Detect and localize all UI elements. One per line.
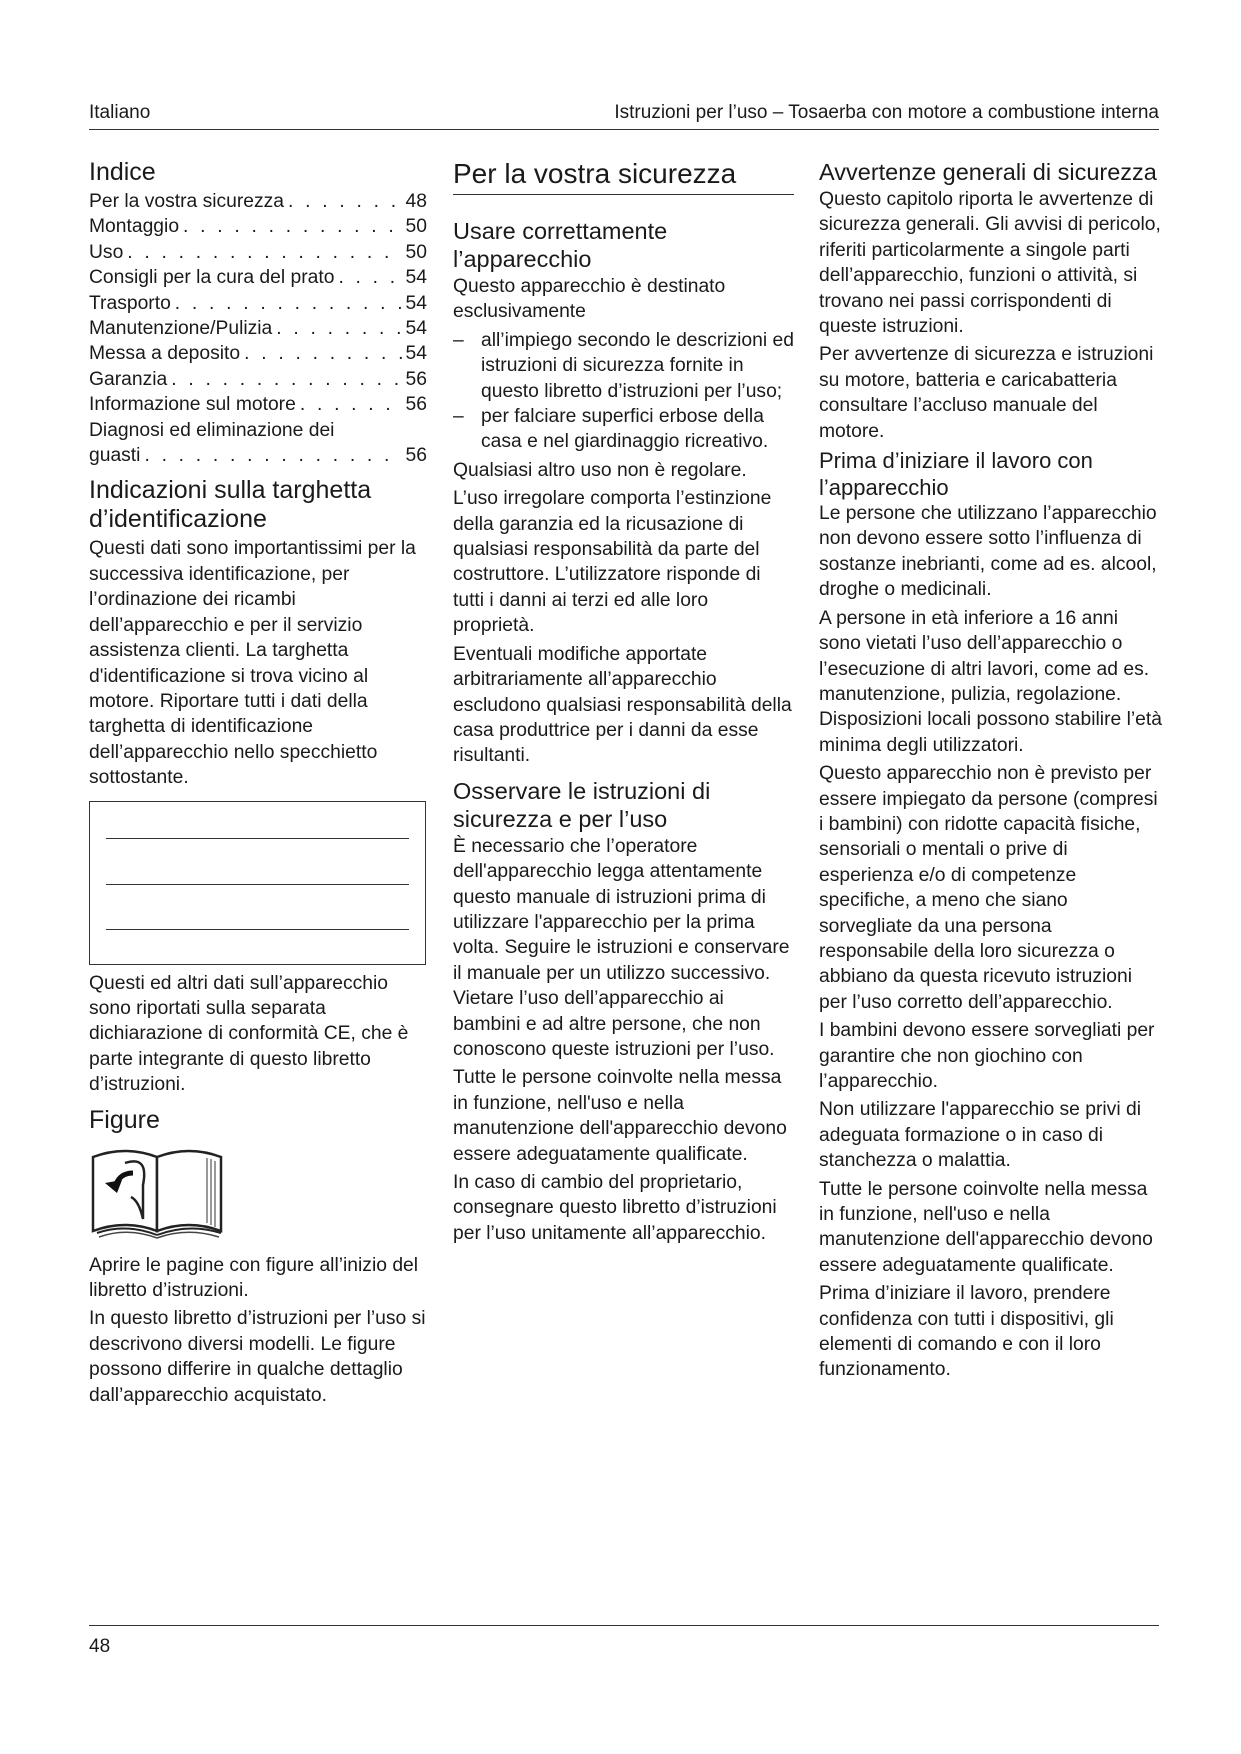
toc-entry-page: 54 xyxy=(405,267,427,289)
observe-paragraph-1: È necessario che l’operatore dell'apparecchio legga attentamente questo manuale di istruzioni prima di utilizzare l'apparecchio per la prima volta. Seguire le istruzioni e conservare il manuale per un utilizzo successivo. Vietare l’uso dell’apparecchio ai bambini e ad altre persone, che non conoscono queste istruzioni per l’uso. xyxy=(453,835,790,1060)
toc-entry[interactable] xyxy=(89,291,427,316)
toc-entry[interactable] xyxy=(89,367,427,392)
toc-leader-dots xyxy=(171,367,401,392)
fill-in-line xyxy=(106,929,409,930)
plate-after-text: Questi ed altri dati sull’apparecchio sono riportati sulla separata dichiarazione di conformità CE, che è parte integrante di questo libretto d’istruzioni. xyxy=(89,972,409,1096)
toc-entry-title: Consigli per la cura del prato xyxy=(89,267,335,289)
section-title: Per la vostra sicurezza xyxy=(453,158,794,195)
general-safety-heading: Avvertenze generali di sicurezza xyxy=(819,159,1157,185)
open-book-icon xyxy=(89,1143,229,1239)
general-paragraph-2: Per avvertenze di sicurezza e istruzioni su motore, batteria e caricabatteria consultare l’accluso manuale del motore. xyxy=(819,344,1154,442)
toc-leader-dots xyxy=(288,189,402,214)
toc-leader-dots xyxy=(276,316,401,341)
toc-leader-dots xyxy=(144,443,401,468)
toc-entry-title: Trasporto xyxy=(89,292,171,314)
toc-leader-dots xyxy=(300,392,402,417)
toc-entry-title: Diagnosi ed eliminazione dei xyxy=(89,419,335,441)
plate-heading: Indicazioni sulla targhetta d’identificazione xyxy=(89,476,372,534)
toc-entry[interactable] xyxy=(89,214,427,239)
toc-entry-page: 56 xyxy=(405,368,427,390)
page-number: 48 xyxy=(89,1636,111,1657)
observe-paragraph-2: Tutte le persone coinvolte nella messa in funzione, nell'uso e nella manutenzione dell'apparecchio devono essere adeguatamente qualificate. xyxy=(453,1067,787,1165)
toc-entry[interactable] xyxy=(89,392,427,417)
toc-entry-title: Messa a deposito xyxy=(89,343,241,365)
column-right xyxy=(819,150,1164,1386)
toc-entry-title: Montaggio xyxy=(89,216,180,238)
toc-entry-page: 56 xyxy=(405,394,427,416)
figure-heading: Figure xyxy=(89,1105,160,1134)
toc-entry-page: 54 xyxy=(405,318,427,340)
toc-entry[interactable] xyxy=(89,240,427,265)
observe-paragraph-3: In caso di cambio del proprietario, consegnare questo libretto d’istruzioni per l’uso unitamente all’apparecchio. xyxy=(453,1172,777,1244)
toc-entry-title: Per la vostra sicurezza xyxy=(89,191,285,212)
header-language: Italiano xyxy=(89,102,151,123)
column-left xyxy=(89,150,427,1411)
toc-entry-page: 54 xyxy=(405,292,427,314)
footer-divider xyxy=(89,1625,1159,1626)
use-paragraph-1: Qualsiasi altro uso non è regolare. xyxy=(453,459,747,481)
observe-heading: Osservare le istruzioni di sicurezza e per l’uso xyxy=(453,777,711,832)
toc-entry[interactable] xyxy=(89,265,427,290)
toc-entry-page: 50 xyxy=(405,241,427,263)
list-item: – all’impiego secondo le descrizioni ed istruzioni di sicurezza fornite in questo libretto d’istruzioni per l’uso; xyxy=(453,328,794,404)
fill-in-line xyxy=(106,884,409,885)
toc-entry-title: Garanzia xyxy=(89,368,168,390)
fill-in-line xyxy=(106,838,409,839)
use-heading: Usare correttamente l’apparecchio xyxy=(453,218,668,272)
toc-leader-dots xyxy=(127,240,401,265)
use-intro: Questo apparecchio è destinato esclusivamente xyxy=(453,276,726,323)
toc-leader-dots xyxy=(338,265,401,290)
table-of-contents xyxy=(89,189,427,468)
toc-entry[interactable] xyxy=(89,341,427,366)
list-item: – per falciare superfici erbose della casa e nel giardinaggio ricreativo. xyxy=(453,404,794,455)
figure-text-1: Aprire le pagine con figure all’inizio del libretto d’istruzioni. xyxy=(89,1254,419,1301)
toc-entry-multiline[interactable] xyxy=(89,418,427,469)
toc-entry-page: 54 xyxy=(405,343,427,365)
toc-leader-dots xyxy=(175,291,402,316)
figure-text-2: In questo libretto d’istruzioni per l’uso si descrivono diversi modelli. Le figure possono differire in qualche dettaglio dall’apparecchio acquistato. xyxy=(89,1308,426,1406)
toc-entry-title: Informazione sul motore xyxy=(89,394,296,416)
toc-entry[interactable] xyxy=(89,316,427,341)
before-paragraph-7: Prima d’iniziare il lavoro, prendere confidenza con tutti i dispositivi, gli elementi di comando e con il loro funzionamento. xyxy=(819,1283,1114,1381)
before-paragraph-5: Non utilizzare l'apparecchio se privi di adeguata formazione o in caso di stanchezza o malattia. xyxy=(819,1099,1141,1172)
toc-entry-page: 48 xyxy=(405,191,427,212)
before-paragraph-1: Le persone che utilizzano l’apparecchio non devono essere sotto l’influenza di sostanze inebrianti, come ad es. alcool, droghe o medicinali. xyxy=(819,503,1157,601)
toc-heading: Indice xyxy=(89,158,156,186)
toc-entry-title: Manutenzione/Pulizia xyxy=(89,318,273,340)
toc-entry-page: 50 xyxy=(405,216,427,238)
toc-leader-dots xyxy=(183,214,402,239)
use-bullet-list xyxy=(453,328,794,455)
identification-plate-box xyxy=(89,801,426,965)
toc-leader-dots xyxy=(244,341,401,366)
before-work-heading: Prima d’iniziare il lavoro con l’apparecchio xyxy=(819,448,1093,501)
header-title: Istruzioni per l’uso – Tosaerba con motore a combustione interna xyxy=(614,102,1159,123)
header-divider xyxy=(89,129,1159,130)
toc-entry-page: 56 xyxy=(405,445,427,467)
use-paragraph-3: Eventuali modifiche apportate arbitrariamente all’apparecchio escludono qualsiasi responsabilità della casa produttrice per i danni da esse risultanti. xyxy=(453,643,792,767)
before-paragraph-2: A persone in età inferiore a 16 anni sono vietati l’uso dell’apparecchio o l’esecuzione di altri lavori, come ad es. manutenzione, pulizia, regolazione. Disposizioni locali possono stabilire l’età minima degli utilizzatori. xyxy=(819,607,1162,756)
plate-text: Questi dati sono importantissimi per la successiva identificazione, per l’ordinazione dei ricambi dell’apparecchio e per il servizio assistenza clienti. La targhetta d'identificazione si trova vicino al motore. Riportare tutti i dati della targhetta di identificazione dell’apparecchio nello specchietto sottostante. xyxy=(89,538,416,789)
before-paragraph-6: Tutte le persone coinvolte nella messa in funzione, nell'uso e nella manutenzione dell'apparecchio devono essere adeguatamente qualificate. xyxy=(819,1178,1153,1276)
before-paragraph-4: I bambini devono essere sorvegliati per garantire che non giochino con l’apparecchio. xyxy=(819,1020,1155,1092)
before-paragraph-3: Questo apparecchio non è previsto per essere impiegato da persone (compresi i bambini) con ridotte capacità fisiche, sensoriali o mentali o prive di esperienza e/o di competenze specifiche, a meno che siano sorvegliate da una persona responsabile della loro sicurezza o abbiano da questa ricevuto istruzioni per l’uso corretto dell’apparecchio. xyxy=(819,763,1158,1013)
column-middle xyxy=(453,150,794,1249)
use-paragraph-2: L’uso irregolare comporta l’estinzione della garanzia ed la ricusazione di qualsiasi responsabilità da parte del costruttore. L’utilizzatore risponde di tutti i danni ai terzi ed alle loro proprietà. xyxy=(453,488,772,637)
toc-entry-title: Uso xyxy=(89,241,124,263)
toc-entry[interactable] xyxy=(89,189,427,214)
general-paragraph-1: Questo capitolo riporta le avvertenze di sicurezza generali. Gli avvisi di pericolo, riferiti particolarmente a singole parti dell’apparecchio, funzioni o attività, si trovano nei passi corrispondenti di queste istruzioni. xyxy=(819,189,1161,338)
toc-entry-title-cont: guasti xyxy=(89,445,141,467)
